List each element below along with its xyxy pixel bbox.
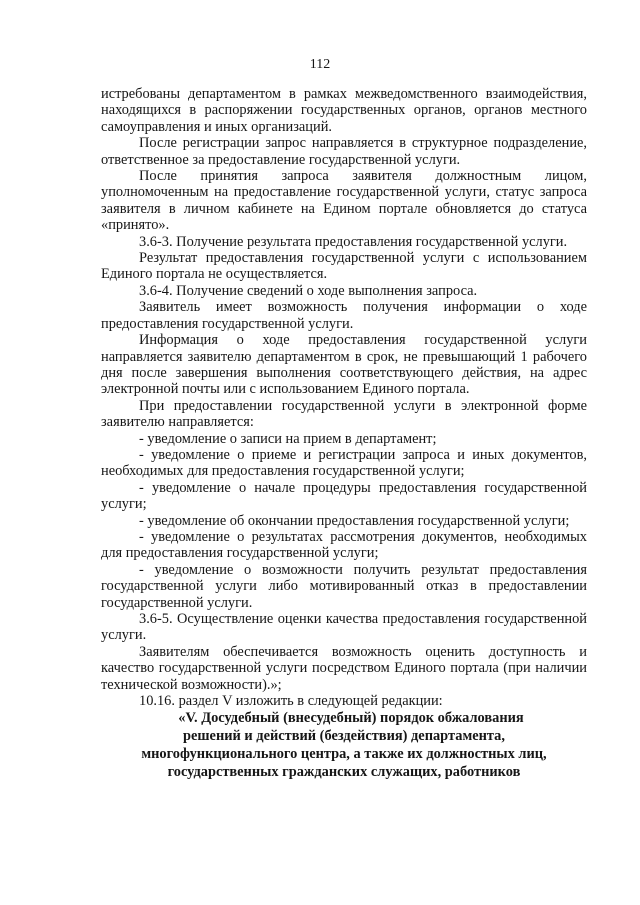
- paragraph: Результат предоставления государственной услуги с использованием Единого портала не осуществляется.: [101, 250, 587, 283]
- paragraph: Заявитель имеет возможность получения информации о ходе предоставления государственной услуги.: [101, 299, 587, 332]
- list-item: - уведомление о начале процедуры предоставления государственной услуги;: [101, 479, 587, 513]
- section-heading: [101, 709, 587, 781]
- list-item: - уведомление о приеме и регистрации запроса и иных документов, необходимых для предоставления государственной услуги;: [101, 446, 587, 480]
- list-item: - уведомление об окончании предоставления государственной услуги;: [139, 512, 570, 529]
- subsection-heading: 3.6-5. Осуществление оценки качества предоставления государственной услуги.: [101, 611, 587, 644]
- paragraph: После регистрации запрос направляется в структурное подразделение, ответственное за предоставление государственной услуги.: [101, 135, 587, 168]
- section-heading-line: решений и действий (бездействия) департамента,: [183, 728, 505, 745]
- paragraph: истребованы департаментом в рамках межведомственного взаимодействия, находящихся в распоряжении государственных органов, органов местного самоуправления и иных организаций.: [101, 86, 587, 135]
- paragraph: После принятия запроса заявителя должностным лицом, уполномоченным на предоставление государственной услуги, статус запроса заявителя в личном кабинете на Едином портале обновляется до статуса «принято».: [101, 168, 587, 234]
- list-item: - уведомление о результатах рассмотрения документов, необходимых для предоставления государственной услуги;: [101, 528, 587, 562]
- list-item: - уведомление о записи на прием в департамент;: [139, 430, 437, 447]
- paragraph: Информация о ходе предоставления государственной услуги направляется заявителю департаментом в срок, не превышающий 1 рабочего дня после завершения выполнения соответствующего действия, на адрес электронной почты или с использованием Единого портала.: [101, 332, 587, 398]
- list-item: - уведомление о возможности получить результат предоставления государственной услуги либо мотивированный отказ в предоставлении государственной услуги.: [101, 561, 587, 611]
- paragraph: При предоставлении государственной услуги в электронной форме заявителю направляется:: [101, 397, 587, 431]
- subsection-heading: 3.6-4. Получение сведений о ходе выполнения запроса.: [139, 282, 478, 299]
- paragraph: 10.16. раздел V изложить в следующей редакции:: [139, 693, 443, 710]
- section-heading-line: многофункционального центра, а также их должностных лиц,: [141, 746, 547, 763]
- page-number: 112: [309, 57, 331, 72]
- section-heading-line: «V. Досудебный (внесудебный) порядок обжалования: [178, 710, 524, 727]
- paragraph: Заявителям обеспечивается возможность оценить доступность и качество государственной услуги посредством Единого портала (при наличии технической возможности).»;: [101, 643, 587, 693]
- section-heading-line: государственных гражданских служащих, работников: [167, 764, 521, 781]
- document-body: [101, 86, 587, 781]
- subsection-heading: 3.6-3. Получение результата предоставления государственной услуги.: [139, 233, 568, 250]
